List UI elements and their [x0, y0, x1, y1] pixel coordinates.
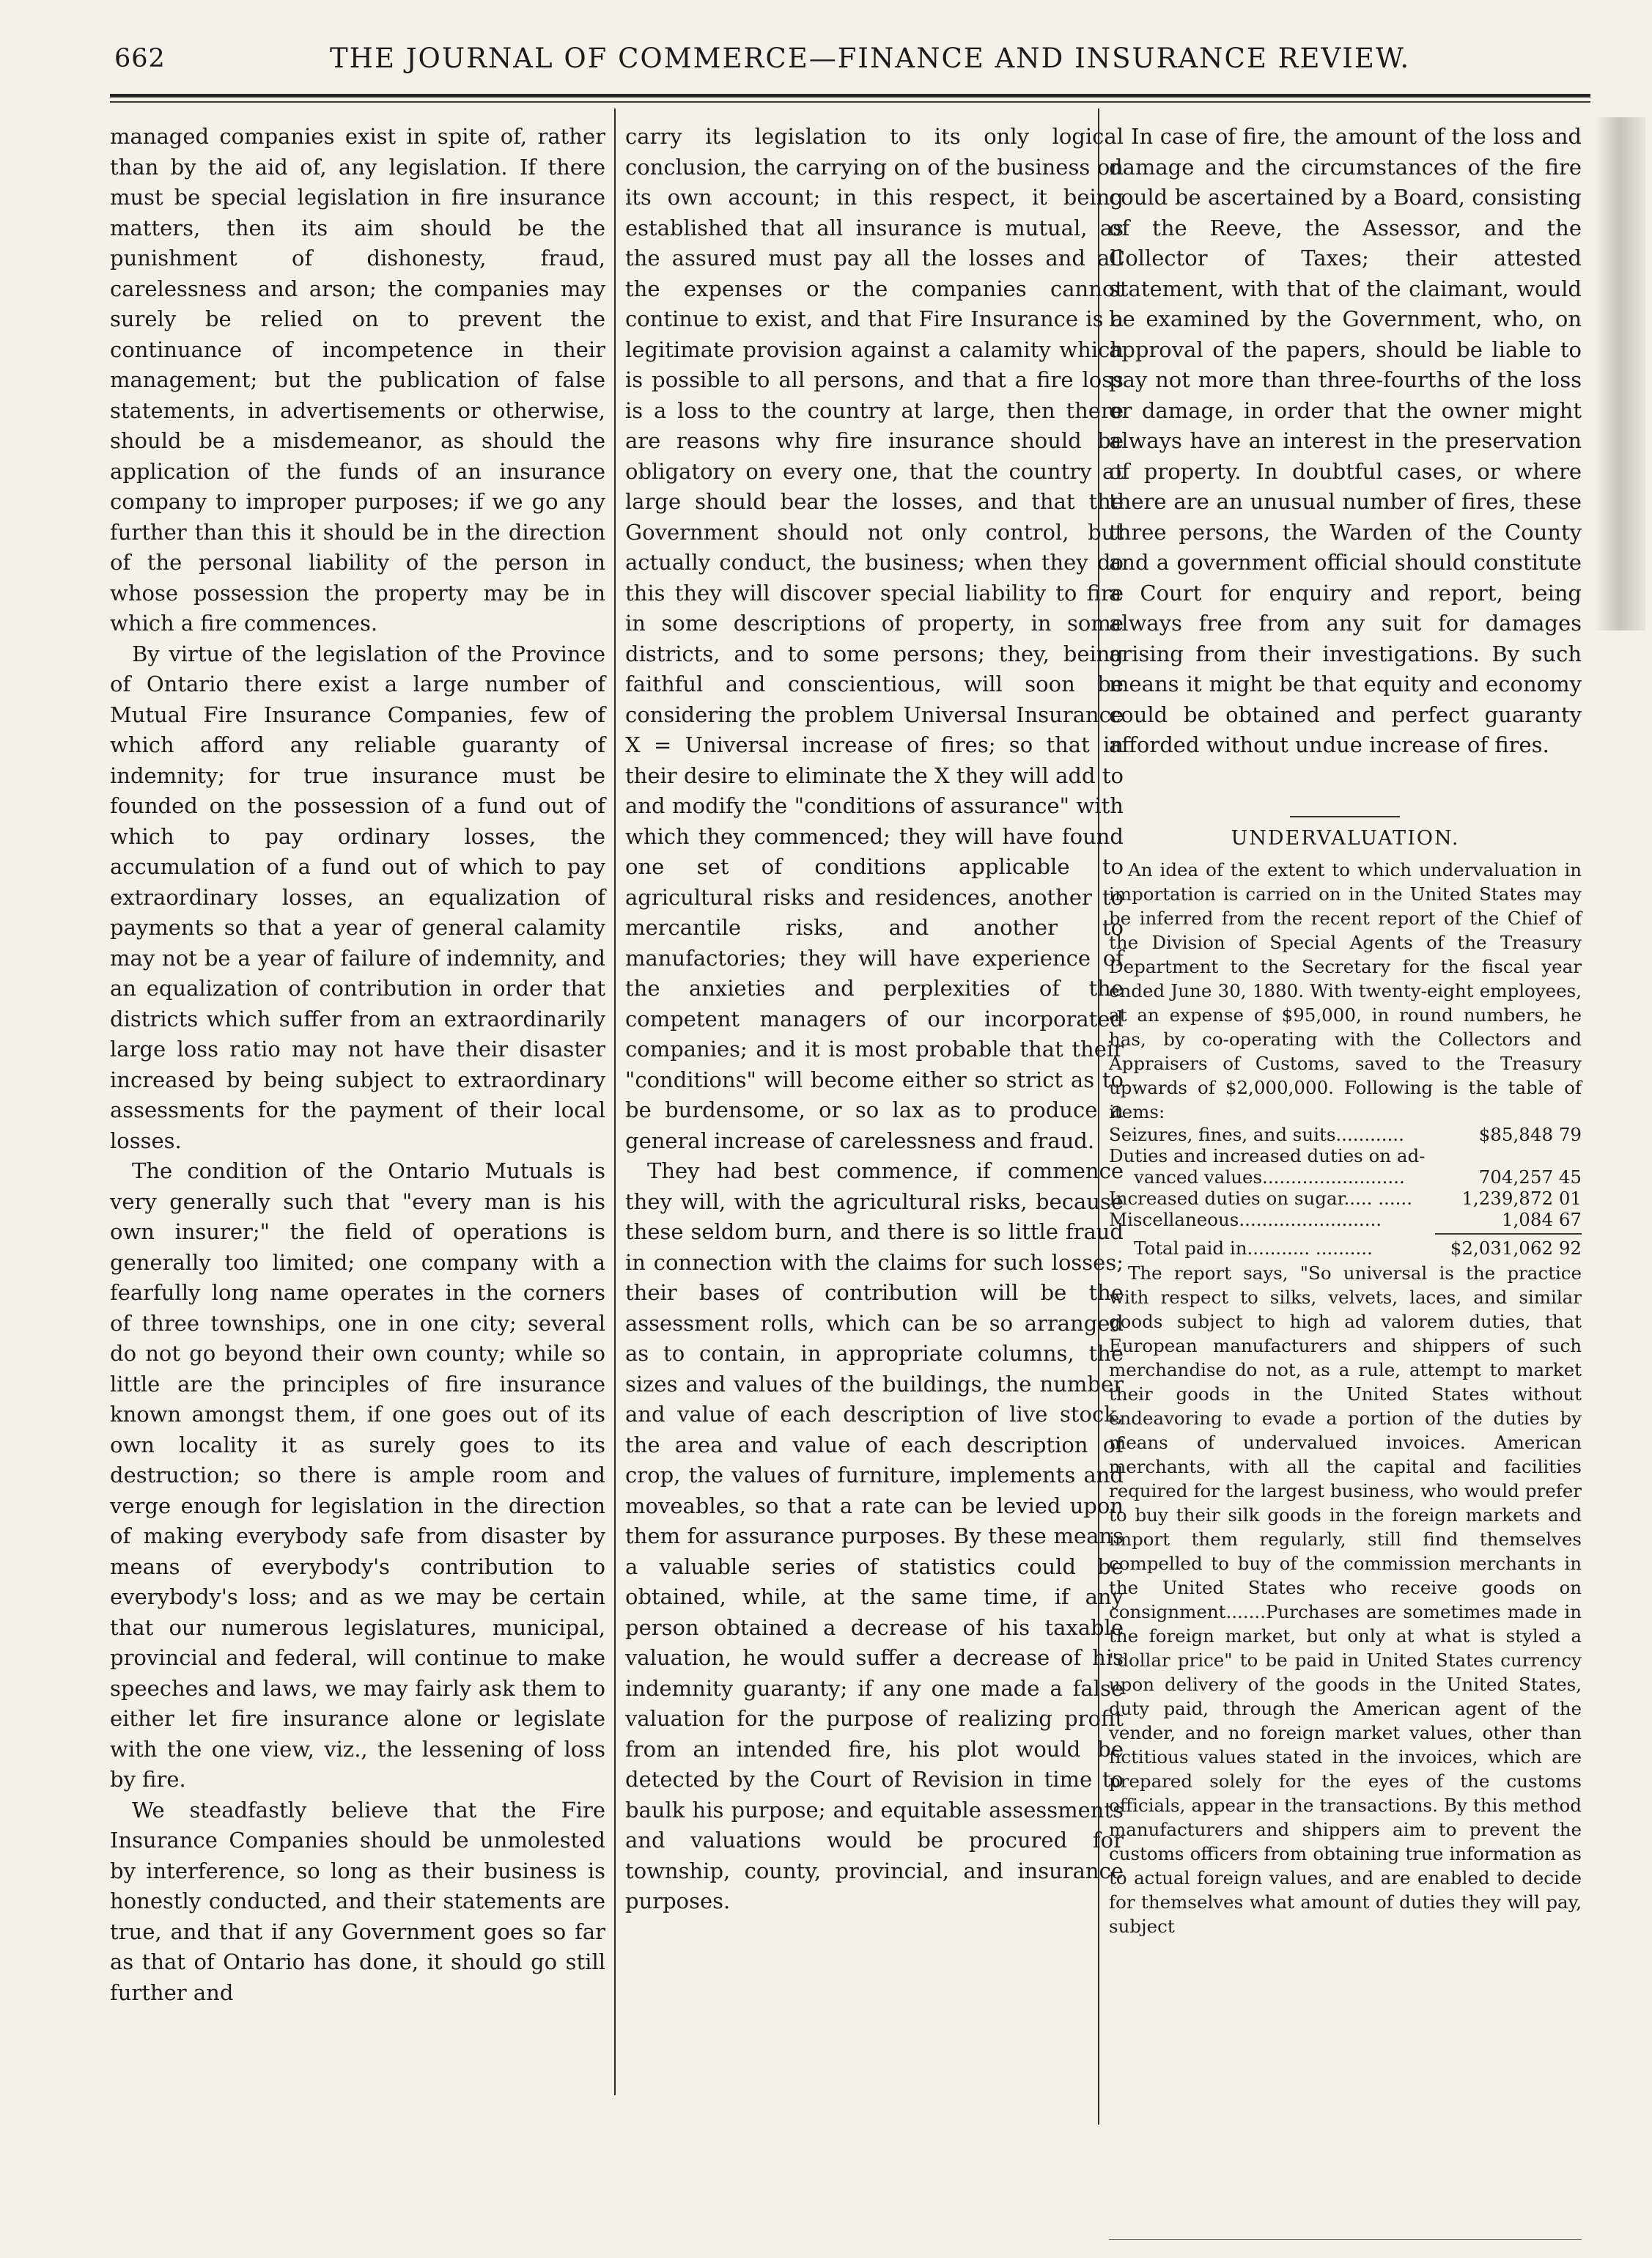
header-rule-thick — [110, 94, 1590, 98]
paragraph: managed companies exist in spite of, rather than by the aid of, any legislation. If there must be special legislation in fire insurance matters, then its aim should be the punishment of dishonesty, fraud, carelessness and arson; the companies may surely be relied on to prevent the continuance of incompetence in their management; but the publication of false statements, in advertisements or otherwise, should be a misdemeanor, as should the application of the funds of an insurance company to improper purposes; if we go any further than this it should be in the direction of the personal liability of the person in whose possession the property may be in which a fire commences. — [110, 124, 605, 636]
paragraph: They had best commence, if commence they will, with the agricultural risks, because these seldom burn, and there is so little fraud in connection with the claims for such losses; their bases of contribution will be the assessment rolls, which can be so arranged as to contain, in appropriate columns, the sizes and values of the buildings, the number and value of each description of live stock, the area and value of each description of crop, the values of furniture, implements and moveables, so that a rate can be levied upon them for assurance purposes. By these means a valuable series of statistics could be obtained, while, at the same time, if any person obtained a decrease of his taxable valuation, he would suffer a decrease of his indemnity guaranty; if any one made a false valuation for the purpose of realizing profit from an intended fire, his plot would be detected by the Court of Revision in time to baulk his purpose; and equitable assessments and valuations would be procured for township, county, provincial, and insurance purposes. — [625, 1158, 1124, 1913]
table-cell-amount: 704,257 45 — [1478, 1166, 1582, 1188]
items-table — [1109, 1124, 1582, 1230]
table-row — [1109, 1124, 1582, 1145]
table-cell-label: vanced values......................... — [1134, 1166, 1405, 1188]
paragraph: In case of fire, the amount of the loss and damage and the circumstances of the fire could be ascertained by a Board, consisting of the Reeve, the Assessor, and the Collector of Taxes; their attested statement, with that of the claimant, would be examined by the Government, who, on approval of the papers, should be liable to pay not more than three-fourths of the loss or damage, in order that the owner might always have an interest in the preservation of property. In doubtful cases, or where there are an unusual number of fires, these three persons, the Warden of the County and a government official should constitute a Court for enquiry and report, being always free from any suit for damages arising from their investigations. By such means it might be that equity and economy could be obtained and perfect guaranty afforded without undue increase of fires. — [1109, 124, 1582, 757]
table-cell-label: Increased duties on sugar..... ...... — [1109, 1188, 1412, 1209]
table-cell-amount: 1,239,872 01 — [1461, 1188, 1582, 1209]
column-1 — [110, 122, 605, 2008]
page-number: 662 — [114, 44, 166, 73]
article-intro: An idea of the extent to which undervaluation in importation is carried on in the United States may be inferred from the recent report of the Chief of the Division of Special Agents of the Treasury Department to the Secretary for the fiscal year ended June 30, 1880. With twenty-eight employees, at an expense of $95,000, in round numbers, he has, by co-operating with the Collectors and Appraisers of Customs, saved to the Treasury upwards of $2,000,000. Following is the table of items: — [1109, 859, 1582, 1122]
total-row — [1109, 1236, 1582, 1261]
article-body: The report says, "So universal is the practice with respect to silks, velvets, laces, and similar goods subject to high ad valorem duties, that European manufacturers and shippers of such merchandise do not, as a rule, attempt to market their goods in the United States without endeavoring to evade a portion of the duties by means of undervalued invoices. American merchants, with all the capital and facilities required for the largest business, who would prefer to buy their silk goods in the foreign markets and import them regularly, still find themselves compelled to buy of the commission merchants in the United States who receive goods on consignment.......Purchases are sometimes made in the foreign market, but only at what is styled a "dollar price" to be paid in United States currency upon delivery of the goods in the United States, duty paid, through the American agent of the vender, and no foreign market values, other than fictitious values stated in the invoices, which are prepared solely for the eyes of the customs officials, appear in the transactions. By this method manufacturers and shippers aim to prevent the customs officers from obtaining true information as to actual foreign values, and are enabled to decide for themselves what amount of duties they will pay, subject — [1109, 1262, 1582, 1937]
table-cell-amount: $85,848 79 — [1478, 1124, 1582, 1145]
table-row — [1109, 1209, 1582, 1230]
header-rule-thin — [110, 101, 1590, 103]
section-title: UNDERVALUATION. — [1231, 827, 1460, 850]
running-title: THE JOURNAL OF COMMERCE—FINANCE AND INSURANCE REVIEW. — [330, 43, 1411, 74]
table-cell-amount: 1,084 67 — [1501, 1209, 1582, 1230]
table-row — [1109, 1166, 1582, 1188]
page-header — [110, 43, 1590, 87]
total-label: Total paid in........... .......... — [1134, 1238, 1373, 1259]
paragraph: The condition of the Ontario Mutuals is very generally such that "every man is his own insurer;" the field of operations is generally too limited; one company with a fearfully long name operates in the corners of three townships, one in one city; several do not go beyond their own county; while so little are the principles of fire insurance known amongst them, if one goes out of its own locality it as surely goes to its destruction; so there is ample room and verge enough for legislation in the direction of making everybody safe from disaster by means of everybody's contribution to everybody's loss; and as we may be certain that our numerous legislatures, municipal, provincial and federal, will continue to make speeches and laws, we may fairly ask them to either let fire insurance alone or legislate with the one view, viz., the lessening of loss by fire. — [110, 1158, 605, 1792]
table-row — [1109, 1188, 1582, 1209]
table-cell-label: Seizures, fines, and suits............ — [1109, 1124, 1404, 1145]
undervaluation-article — [1109, 858, 1582, 1938]
table-cell-label: Duties and increased duties on ad- — [1109, 1145, 1426, 1166]
paragraph: carry its legislation to its only logical conclusion, the carrying on of the business on its own account; in this respect, it being established that all insurance is mutual, as the assured must pay all the losses and all the expenses or the companies cannot continue to exist, and that Fire Insurance is a legitimate provision against a calamity which is possible to all persons, and that a fire loss is a loss to the country at large, then there are reasons why fire insurance should be obligatory on every one, that the country at large should bear the losses, and that the Government should not only control, but actually conduct, the business; when they do this they will discover special liability to fire in some descriptions of property, in some districts, and to some persons; they, being faithful and conscientious, will soon be considering the problem Universal Insurance X = Universal increase of fires; so that in their desire to eliminate the X they will add to and modify the "conditions of assurance" with which they commenced; they will have found one set of conditions applicable to agricultural risks and residences, another to mercantile risks, and another to manufactories; they will have experience of the anxieties and perplexities of the competent managers of our incorporated companies; and it is most probable that their "conditions" will become either so strict as to be burdensome, or so lax as to produce a general increase of carelessness and fraud. — [625, 124, 1124, 1153]
section-divider — [1290, 816, 1400, 817]
total-amount: $2,031,062 92 — [1450, 1238, 1582, 1259]
paragraph: We steadfastly believe that the Fire Insurance Companies should be unmolested by interference, so long as their business is honestly conducted, and their statements are true, and that if any Government goes so far as that of Ontario has done, it should go still further and — [110, 1797, 605, 2005]
column-3-text — [1109, 122, 1582, 761]
column-2 — [625, 122, 1124, 1917]
paragraph: By virtue of the legislation of the Province of Ontario there exist a large number of Mutual Fire Insurance Companies, few of which afford any reliable guaranty of indemnity; for true insurance must be founded on the possession of a fund out of which to pay ordinary losses, the accumulation of a fund out of which to pay extraordinary losses, an equalization of payments so that a year of general calamity may not be a year of failure of indemnity, and an equalization of contribution in order that districts which suffer from an extraordinarily large loss ratio may not have their disaster increased by being subject to extraordinary assessments for the payment of their local losses. — [110, 641, 605, 1153]
scan-margin-shadow — [1594, 117, 1645, 630]
column-divider-1 — [614, 109, 616, 2095]
bottom-rule — [1109, 2239, 1582, 2240]
table-cell-label: Miscellaneous......................... — [1109, 1209, 1382, 1230]
table-row — [1109, 1145, 1582, 1166]
